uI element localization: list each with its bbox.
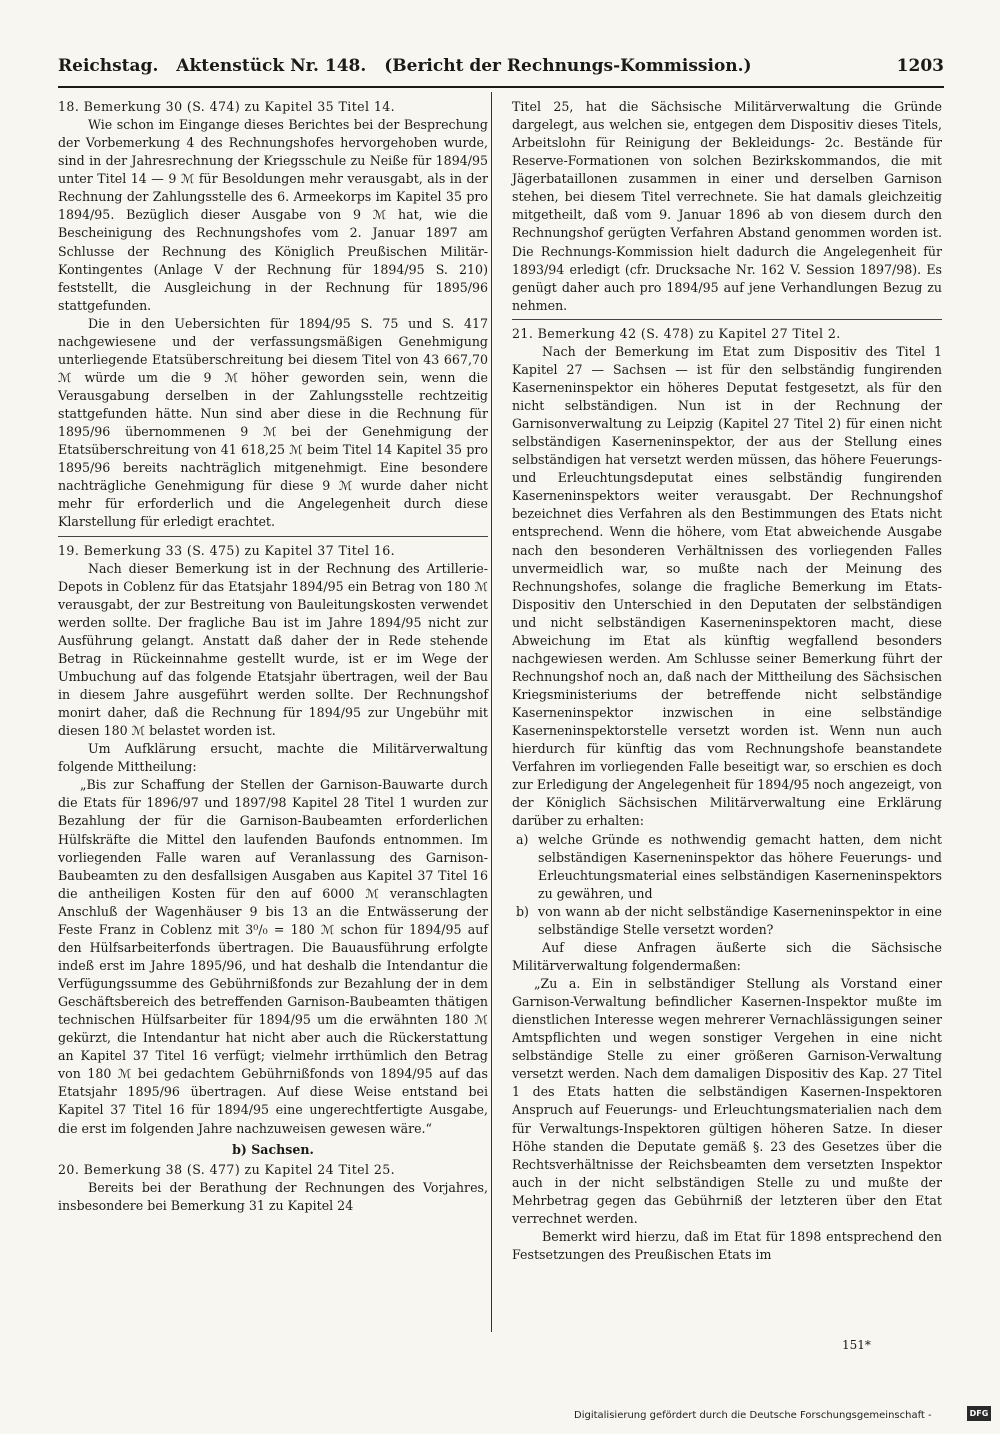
header-reichstag: Reichstag. bbox=[58, 56, 159, 76]
remark-18-heading: 18. Bemerkung 30 (S. 474) zu Kapitel 35 Titel 14. bbox=[58, 99, 396, 114]
right-column bbox=[512, 98, 942, 1264]
dfg-logo: DFG bbox=[967, 1406, 991, 1421]
remark-18-paragraph-2: Die in den Uebersichten für 1894/95 S. 75 und S. 417 nachgewiesene und der verfassungsmäßigen Genehmigung unterliegende Etatsüberschreitung bei diesem Titel von 43 667,70 ℳ würde um die 9 ℳ höher geworden sein, wenn die Verausgabung derselben in der Zahlungsstelle rechtzeitig stattgefunden hätte. Nun sind aber diese in die Rechnung für 1895/96 übernommenen 9 ℳ bei der Genehmigung der Etatsüberschreitung von 41 618,25 ℳ beim Titel 14 Kapitel 35 pro 1895/96 bereits nachträglich mitgenehmigt. Eine besondere nachträgliche Genehmigung für diese 9 ℳ wurde daher nicht mehr für erforderlich und die Angelegenheit durch diese Klarstellung für erledigt erachtet. bbox=[58, 315, 488, 530]
list-marker-b: b) bbox=[516, 903, 529, 919]
sheet-signature: 151* bbox=[842, 1338, 871, 1352]
running-header bbox=[58, 56, 944, 84]
section-separator bbox=[58, 536, 488, 537]
section-heading-sachsen: b) Sachsen. bbox=[232, 1141, 314, 1157]
remark-20-heading: 20. Bemerkung 38 (S. 477) zu Kapitel 24 Titel 25. bbox=[58, 1161, 396, 1177]
header-rule bbox=[58, 86, 944, 88]
header-bericht: (Bericht der Rechnungs-Kommission.) bbox=[384, 56, 752, 76]
remark-19-paragraph-1: Nach dieser Bemerkung ist in der Rechnung des Artillerie-Depots in Coblenz für das Etatsjahr 1894/95 ein Betrag von 180 ℳ verausgabt, der zur Bestreitung von Bauleitungskosten verwendet werden sollte. Der fragliche Bau ist im Jahre 1894/95 nicht zur Ausführung gelangt. Anstatt daß daher der in Rede stehende Betrag in Rückeinnahme gestellt wurde, ist er im Wege der Umbuchung auf das folgende Etatsjahr übertragen, weil der Bau in diesem Jahre ausgeführt werden sollte. Der Rechnungshof monirt daher, daß die Rechnung für 1894/95 zur Ungebühr mit diesen 180 ℳ belastet worden ist. bbox=[58, 560, 488, 739]
column-divider bbox=[491, 92, 492, 1332]
remark-21-paragraph-2: Auf diese Anfragen äußerte sich die Sächsische Militärverwaltung folgendermaßen: bbox=[512, 939, 942, 973]
remark-21-paragraph-3: Bemerkt wird hierzu, daß im Etat für 1898 entsprechend den Festsetzungen des Preußischen Etats im bbox=[512, 1228, 942, 1262]
left-column bbox=[58, 98, 488, 1215]
header-aktenstueck: Aktenstück Nr. 148. bbox=[176, 56, 367, 76]
page-number: 1203 bbox=[896, 56, 944, 76]
remark-19-paragraph-2: Um Aufklärung ersucht, machte die Militärverwaltung folgende Mittheilung: bbox=[58, 741, 488, 775]
remark-18-paragraph-1: Wie schon im Eingange dieses Berichtes bei der Besprechung der Vorbemerkung 4 des Rechnungshofes hervorgehoben wurde, sind in der Jahresrechnung der Kriegsschule zu Neiße für 1894/95 unter Titel 14 — 9 ℳ für Besoldungen mehr verausgabt, als in der Rechnung der Zahlungsstelle des 6. Armeekorps im Kapitel 35 pro 1894/95. Bezüglich dieser Ausgabe von 9 ℳ hat, wie die Bescheinigung des Rechnungshofes vom 2. Januar 1897 am Schlusse der Rechnung des Königlich Preußischen Militär-Kontingentes (Anlage V der Rechnung für 1894/95 S. 210) feststellt, die Ausgleichung in der Rechnung für 1895/96 stattgefunden. bbox=[58, 117, 488, 313]
remark-21-quote: „Zu a. Ein in selbständiger Stellung als Vorstand einer Garnison-Verwaltung befindlicher Kasernen-Inspektor mußte im dienstlichen Interesse wegen mehrerer Vernachlässigungen seiner Amtspflichten und wegen sonstiger Vergehen in eine nicht selbständige Stelle zu einer größeren Garnison-Verwaltung versetzt werden. Nach dem damaligen Dispositiv des Kap. 27 Titel 1 des Etats hatten die selbständigen Kasernen-Inspektoren Anspruch auf Feuerungs- und Erleuchtungsmaterialien nach dem für Verwaltungs-Inspektoren gültigen höheren Satze. In dieser Höhe standen die Deputate gemäß §. 23 des Gesetzes über die Rechtsverhältnisse der Reichsbeamten dem versetzten Inspektor auch in der nicht selbständigen Stelle zu und mußte der Mehrbetrag gegen das Gebührniß der letzteren über den Etat verrechnet werden. bbox=[512, 976, 942, 1226]
remark-21-paragraph-1: Nach der Bemerkung im Etat zum Dispositiv des Titel 1 Kapitel 27 — Sachsen — ist für den selbständig fungirenden Kaserneninspektor ein höheres Deputat festgesetzt, als für den nicht selbständigen. Nun ist in der Rechnung der Garnisonverwaltung zu Leipzig (Kapitel 27 Titel 2) für einen nicht selbständigen Kaserneninspektor, der aus der Stellung eines selbständigen hat versetzt werden müssen, das höhere Feuerungs- und Erleuchtungsdeputat eines selbständig fungirenden Kaserneninspektors weiter verausgabt. Der Rechnungshof bezeichnet dies Verfahren als den Bestimmungen des Etats nicht entsprechend. Wenn die höhere, vom Etat abweichende Ausgabe nach den besonderen Verhältnissen des vorliegenden Falles unvermeidlich war, so mußte nach der Meinung des Rechnungshofes, solange die fragliche Bemerkung im Etats-Dispositiv den Unterschied in den Deputaten der selbständigen und nicht selbständigen Kaserneninspektoren macht, diese Abweichung im Etat als künftig wegfallend besonders nachgewiesen werden. Am Schlusse seiner Bemerkung führt der Rechnungshof noch an, daß nach der Mittheilung des Sächsischen Kriegsministeriums der betreffende nicht selbständige Kaserneninspektor inzwischen in eine selbständige Kaserneninspektorstelle versetzt worden ist. Wenn nun auch hierdurch für künftig das vom Rechnungshofe beanstandete Verfahren im vorliegenden Falle beseitigt war, so erschien es doch zur Erledigung der Angelegenheit für 1894/95 noch angezeigt, von der Königlich Sächsischen Militärverwaltung eine Erklärung darüber zu erhalten: bbox=[512, 343, 942, 829]
remark-20-paragraph-1: Bereits bei der Berathung der Rechnungen des Vorjahres, insbesondere bei Bemerkung 31 zu Kapitel 24 bbox=[58, 1179, 488, 1213]
list-item-b-text: von wann ab der nicht selbständige Kaserneninspektor in eine selbständige Stelle versetzt worden? bbox=[538, 903, 942, 937]
digitization-credit: Digitalisierung gefördert durch die Deutsche Forschungsgemeinschaft - bbox=[574, 1410, 932, 1421]
section-separator bbox=[512, 319, 942, 320]
list-item-a bbox=[512, 831, 942, 903]
remark-21-heading: 21. Bemerkung 42 (S. 478) zu Kapitel 27 Titel 2. bbox=[512, 325, 841, 341]
list-marker-a: a) bbox=[516, 831, 529, 847]
list-item-a-text: welche Gründe es nothwendig gemacht hatten, dem nicht selbständigen Kaserneninspektor das höhere Feuerungs- und Erleuchtungsmaterial eines selbständigen Kaserneninspektors zu gewähren, und bbox=[538, 831, 942, 901]
remark-19-heading: 19. Bemerkung 33 (S. 475) zu Kapitel 37 Titel 16. bbox=[58, 542, 396, 558]
list-item-b bbox=[512, 903, 942, 939]
remark-20-continuation: Titel 25, hat die Sächsische Militärverwaltung die Gründe dargelegt, aus welchen sie, entgegen dem Dispositiv dieses Titels, Arbeitslohn für Reinigung der Bekleidungs- 2c. Bestände für Reserve-Formationen von solchen Bezirkskommandos, die mit Jägerbataillonen zusammen in einer und derselben Garnison stehen, bei diesem Titel verrechnete. Sie hat damals gleichzeitig mitgetheilt, daß vom 9. Januar 1896 ab von diesem durch den Rechnungshof gerügten Verfahren Abstand genommen worden ist. Die Rechnungs-Kommission hielt dadurch die Angelegenheit für 1893/94 erledigt (cfr. Drucksache Nr. 162 V. Session 1897/98). Es genügt daher auch pro 1894/95 auf jene Verhandlungen Bezug zu nehmen. bbox=[512, 99, 942, 313]
header-left bbox=[58, 56, 764, 76]
remark-19-quote: „Bis zur Schaffung der Stellen der Garnison-Bauwarte durch die Etats für 1896/97 und 1897/98 Kapitel 28 Titel 1 wurden zur Bezahlung der für die Garnison-Baubeamten erforderlichen Hülfskräfte die Mittel den laufenden Baufonds entnommen. Im vorliegenden Falle waren auf Veranlassung des Garnison-Baubeamten zu den desfallsigen Ausgaben aus Kapitel 37 Titel 16 die antheiligen Kosten für den auf 6000 ℳ veranschlagten Anschluß der Wagenhäuser 9 bis 13 an die Entwässerung der Feste Franz in Coblenz mit 3⁰/₀ = 180 ℳ schon für 1894/95 auf den Hülfsarbeiterfonds übertragen. Die Bauausführung erfolgte indeß erst im Jahre 1895/96, und hat deshalb die Intendantur die Verfügungssumme des Gebührnißfonds zur Bezahlung der in dem Geschäftsbereich des betreffenden Garnison-Baubeamten thätigen technischen Hülfsarbeiter für 1894/95 um die erwähnten 180 ℳ gekürzt, die Intendantur hat nicht aber auch die Rückerstattung an Kapitel 37 Titel 16 verfügt; vielmehr irrthümlich den Betrag von 180 ℳ bei gedachtem Gebührnißfonds von 1894/95 auf das Etatsjahr 1895/96 übertragen. Auf diese Weise entstand bei Kapitel 37 Titel 16 für 1894/95 eine ungerechtfertigte Ausgabe, die erst im folgenden Jahre nachzuweisen gewesen wäre.“ bbox=[58, 777, 488, 1136]
